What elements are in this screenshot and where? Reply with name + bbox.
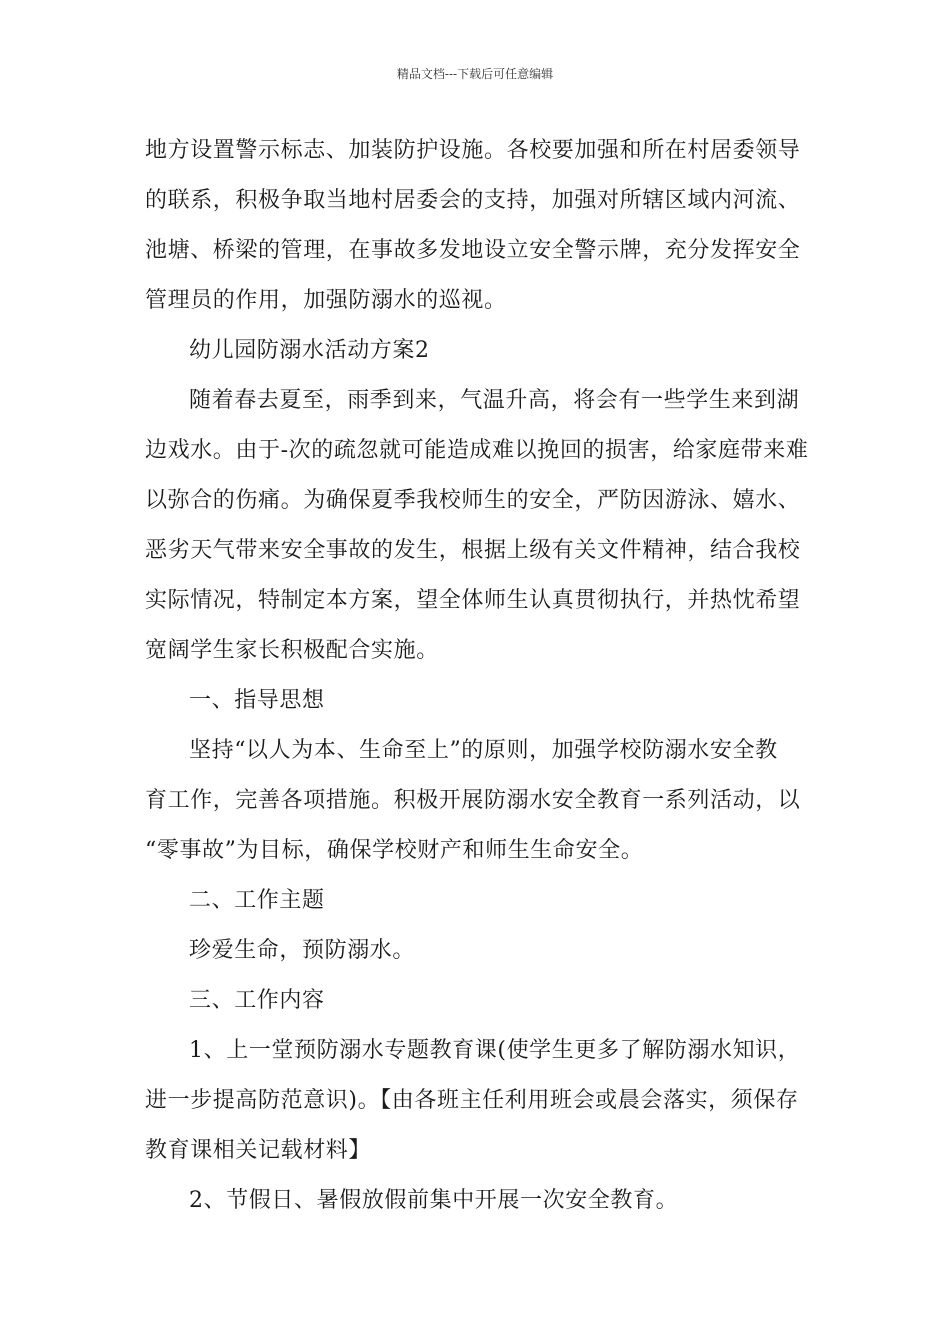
text-line: 地方设置警示标志、加装防护设施。各校要加强和所在村居委领导 [145, 138, 801, 163]
text-line: 恶劣天气带来安全事故的发生，根据上级有关文件精神，结合我校 [145, 538, 801, 563]
text-line: 进一步提高防范意识)。【由各班主任利用班会或晨会落实，须保存 [145, 1088, 799, 1113]
text-line: 池塘、桥梁的管理，在事故多发地设立安全警示牌，充分发挥安全 [145, 238, 801, 263]
text-line: 管理员的作用，加强防溺水的巡视。 [145, 288, 507, 313]
text-line: 2、节假日、暑假放假前集中开展一次安全教育。 [189, 1188, 679, 1213]
text-line: 坚持“以人为本、生命至上”的原则，加强学校防溺水安全教 [189, 738, 778, 763]
text-line: 珍爱生命，预防溺水。 [189, 938, 416, 963]
heading-work-theme [145, 876, 810, 926]
text-line: 教育课相关记载材料】 [145, 1138, 372, 1163]
text-line: 宽阔学生家长积极配合实施。 [145, 638, 439, 663]
heading-guiding-thought [145, 676, 810, 726]
text-line: 以弥合的伤痛。为确保夏季我校师生的安全，严防因游泳、嬉水、 [145, 488, 801, 513]
text-line: “零事故”为目标，确保学校财产和师生生命安全。 [145, 838, 644, 863]
heading-line: 三、工作内容 [189, 988, 325, 1013]
page-header: 精品文档---下载后可任意编辑 [396, 67, 554, 81]
heading-work-content [145, 976, 810, 1026]
document-body [145, 126, 810, 1226]
paragraph-theme [145, 926, 810, 976]
heading-line: 二、工作主题 [189, 888, 325, 913]
text-line: 1、上一堂预防溺水专题教育课(使学生更多了解防溺水知识， [189, 1038, 801, 1063]
text-line: 实际情况，特制定本方案，望全体师生认真贯彻执行，并热忱希望 [145, 588, 801, 613]
paragraph-continuation [145, 126, 810, 326]
text-line: 的联系，积极争取当地村居委会的支持，加强对所辖区域内河流、 [145, 188, 801, 213]
paragraph-intro [145, 376, 810, 676]
heading-line: 一、指导思想 [189, 688, 325, 713]
text-line: 边戏水。由于-次的疏忽就可能造成难以挽回的损害，给家庭带来难 [145, 438, 809, 463]
section-title [145, 326, 810, 376]
list-item-2 [145, 1176, 810, 1226]
title-line: 幼儿园防溺水活动方案2 [189, 338, 430, 363]
list-item-1 [145, 1026, 810, 1176]
text-line: 随着春去夏至，雨季到来，气温升高，将会有一些学生来到湖 [189, 388, 800, 413]
text-line: 育工作，完善各项措施。积极开展防溺水安全教育一系列活动，以 [145, 788, 801, 813]
paragraph-principle [145, 726, 810, 876]
